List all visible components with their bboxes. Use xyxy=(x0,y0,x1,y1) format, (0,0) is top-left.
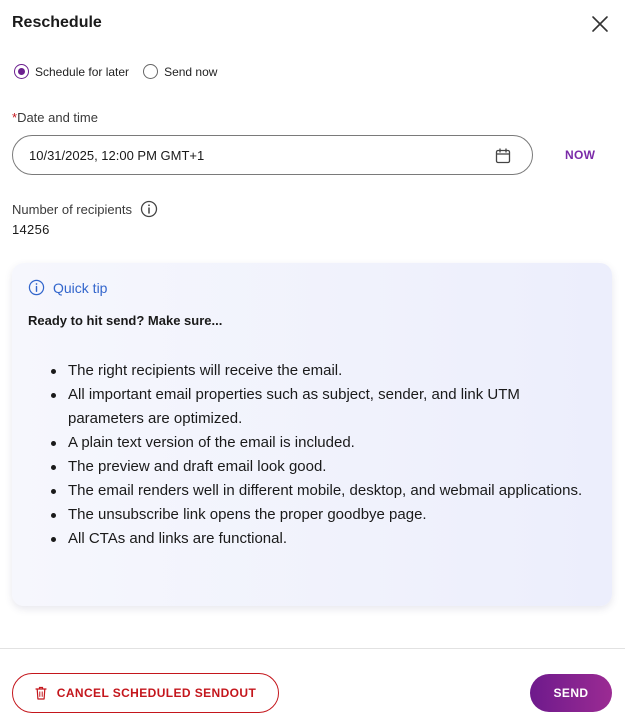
recipients-label xyxy=(12,200,158,218)
list-item: All important email properties such as subject, sender, and link UTM parameters are optimized. xyxy=(48,383,588,431)
cancel-label: CANCEL SCHEDULED SENDOUT xyxy=(56,686,257,700)
quick-tip-list xyxy=(48,359,588,551)
list-item: The preview and draft email look good. xyxy=(48,455,588,479)
footer-divider xyxy=(0,648,625,649)
send-now-radio[interactable] xyxy=(143,64,217,79)
cancel-scheduled-sendout-button[interactable] xyxy=(12,673,279,713)
quick-tip-subtitle: Ready to hit send? Make sure... xyxy=(28,313,223,328)
quick-tip-header xyxy=(28,279,107,296)
dialog-title: Reschedule xyxy=(12,14,102,31)
list-item: The right recipients will receive the email. xyxy=(48,359,588,383)
schedule-later-radio[interactable] xyxy=(14,64,129,79)
date-time-value: 10/31/2025, 12:00 PM GMT+1 xyxy=(29,147,205,163)
date-time-label-text: Date and time xyxy=(17,110,98,125)
recipients-count: 14256 xyxy=(12,222,50,237)
calendar-icon[interactable] xyxy=(494,147,512,168)
list-item: A plain text version of the email is included. xyxy=(48,431,588,455)
trash-icon xyxy=(35,686,47,700)
date-time-label xyxy=(12,110,98,125)
required-mark: * xyxy=(12,110,18,125)
info-icon[interactable] xyxy=(140,200,158,218)
radio-checked-icon xyxy=(14,64,29,79)
now-button[interactable]: NOW xyxy=(565,148,596,162)
send-button[interactable] xyxy=(530,674,612,712)
list-item: All CTAs and links are functional. xyxy=(48,527,588,551)
date-time-input[interactable] xyxy=(12,135,533,175)
schedule-options xyxy=(14,64,231,79)
send-label: SEND xyxy=(553,686,589,700)
close-button[interactable] xyxy=(588,12,612,36)
send-now-label: Send now xyxy=(164,64,218,79)
list-item: The email renders well in different mobile, desktop, and webmail applications. xyxy=(48,479,588,503)
close-icon xyxy=(588,12,612,36)
schedule-later-label: Schedule for later xyxy=(35,64,130,79)
list-item: The unsubscribe link opens the proper goodbye page. xyxy=(48,503,588,527)
info-icon xyxy=(28,279,45,296)
recipients-label-text: Number of recipients xyxy=(12,201,132,217)
radio-unchecked-icon xyxy=(143,64,158,79)
quick-tip-title: Quick tip xyxy=(53,279,108,296)
quick-tip-card xyxy=(12,263,612,606)
